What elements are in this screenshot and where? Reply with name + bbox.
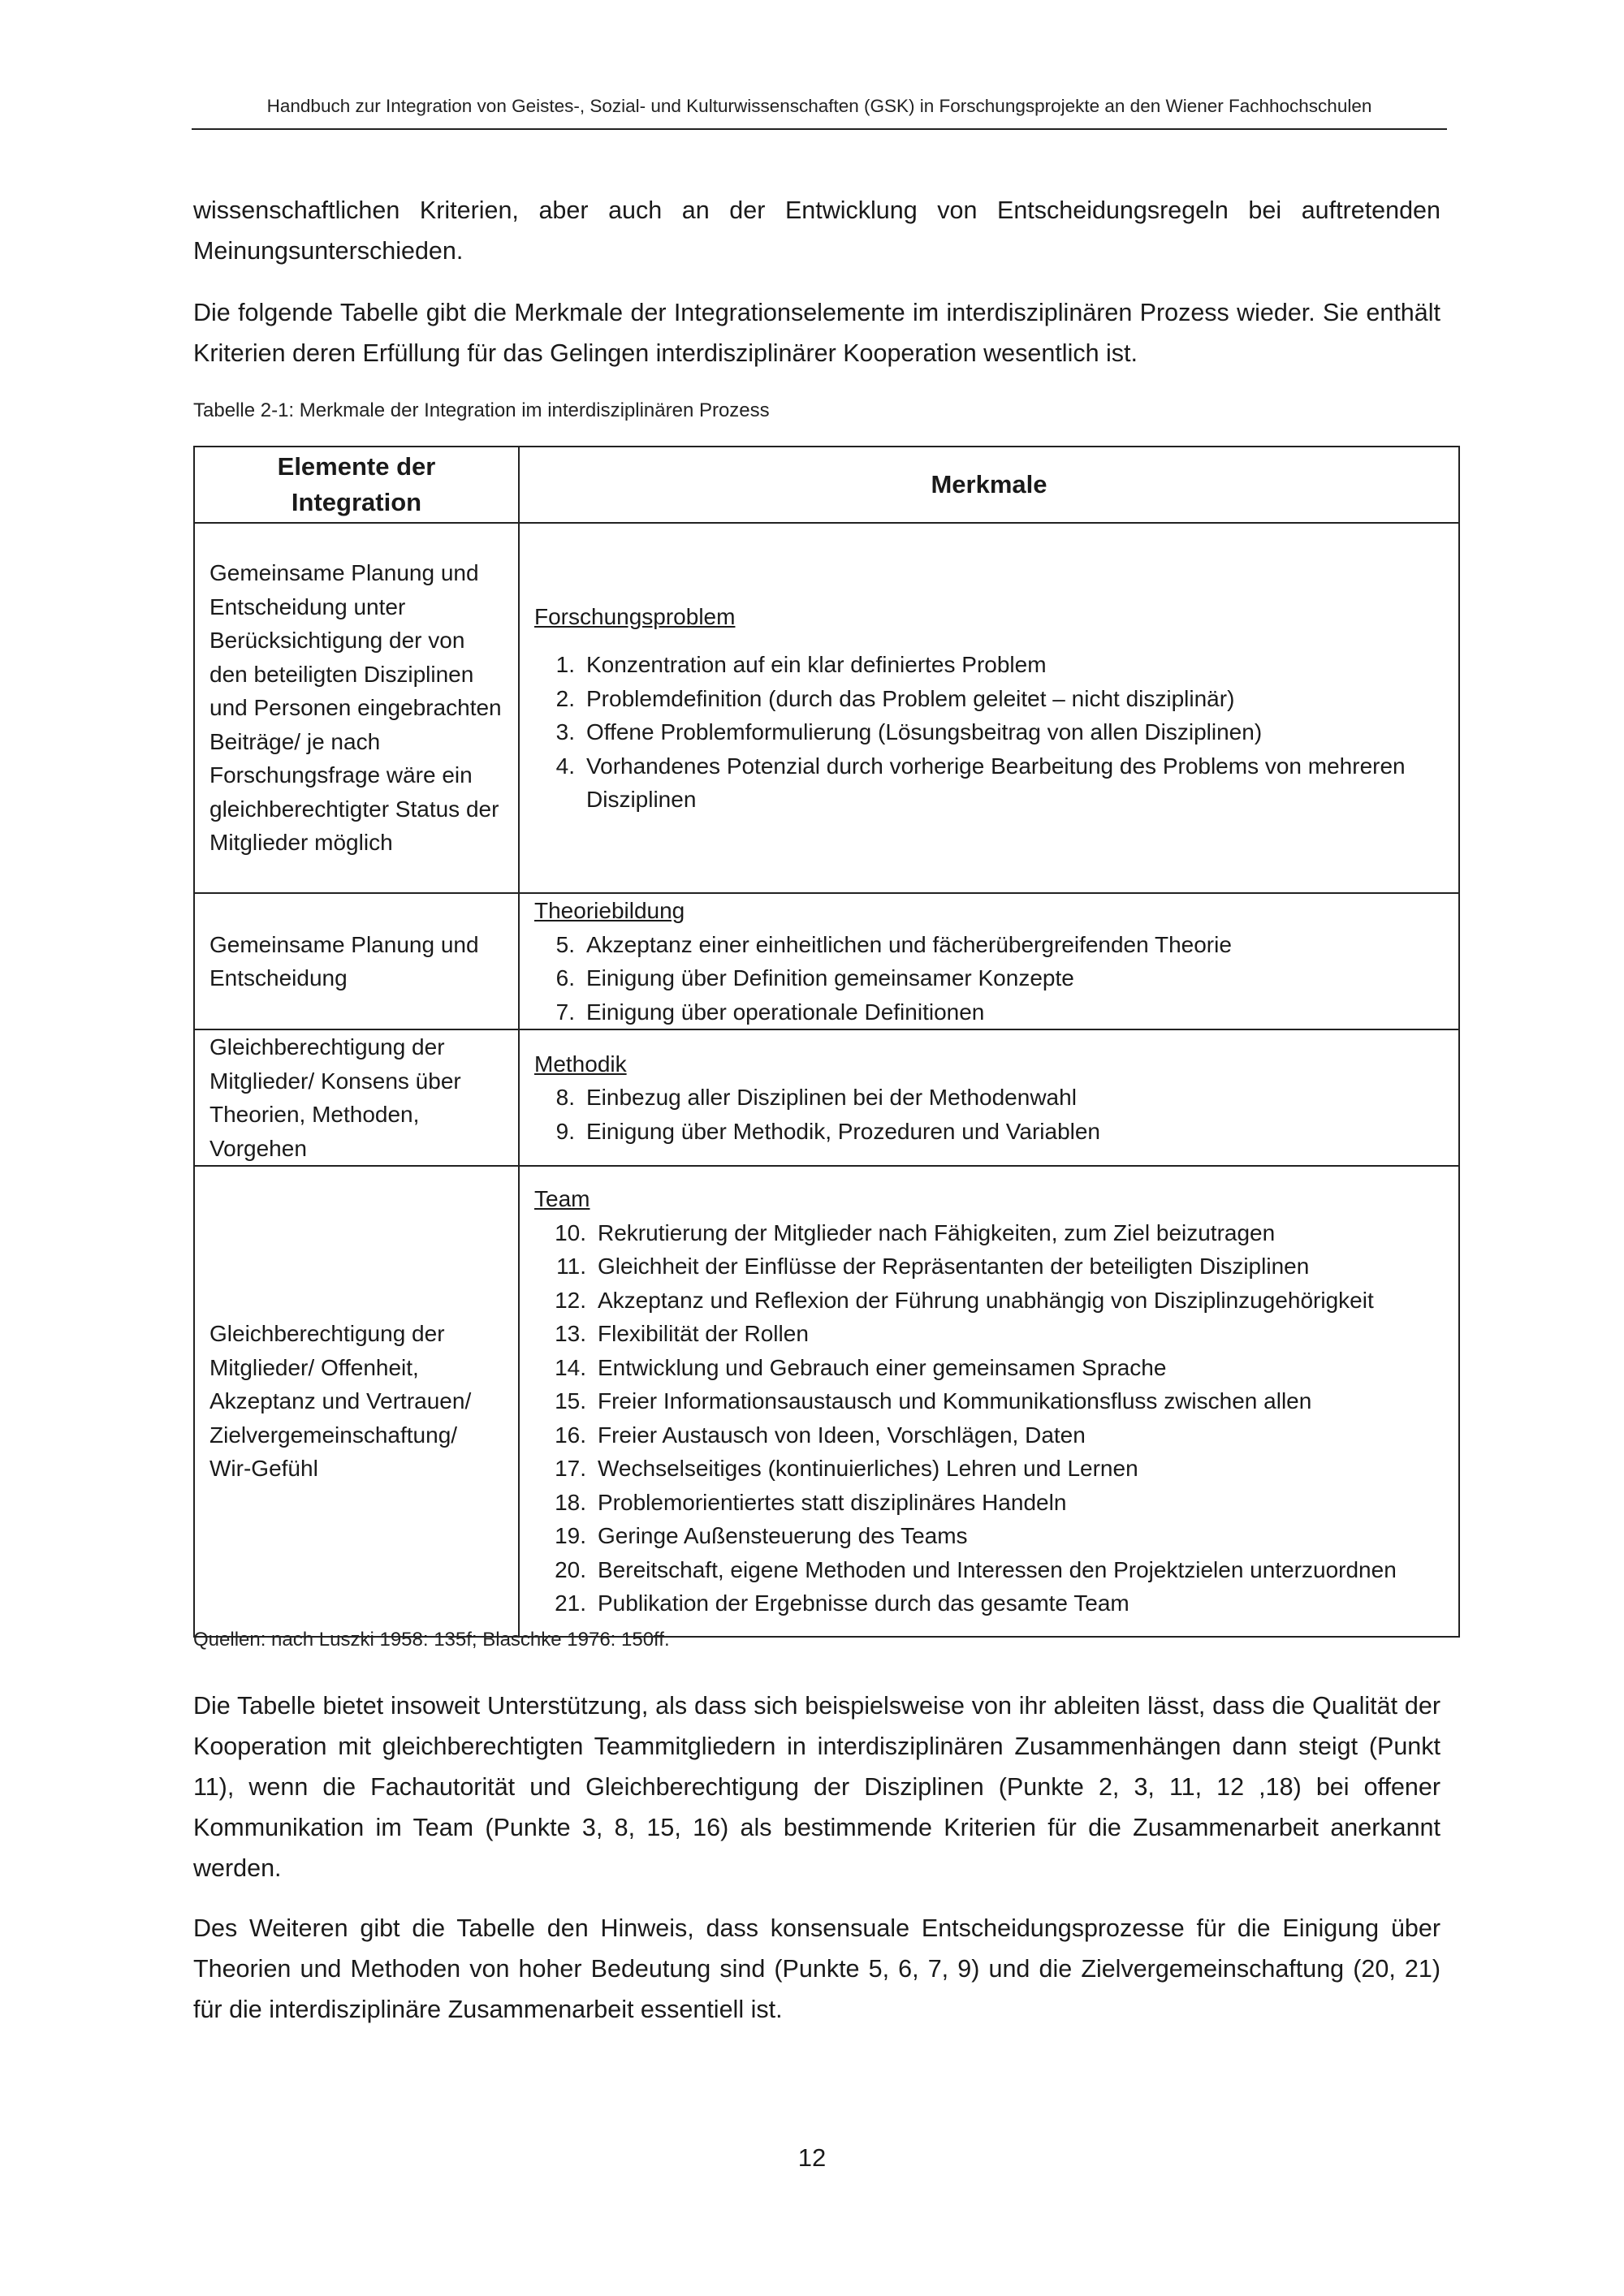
item-number: 6. xyxy=(555,965,575,990)
item-text: Offene Problemformulierung (Lösungsbeitrag von allen Disziplinen) xyxy=(586,719,1263,744)
list-item xyxy=(534,1418,1444,1452)
item-number: 19. xyxy=(555,1523,586,1549)
item-number: 9. xyxy=(555,1118,575,1144)
section-title: Forschungsproblem xyxy=(534,603,736,629)
item-number: 17. xyxy=(555,1456,586,1482)
list-item xyxy=(534,995,1444,1029)
item-number: 16. xyxy=(555,1422,586,1448)
section-title: Theoriebildung xyxy=(534,898,685,923)
item-number: 10. xyxy=(555,1219,586,1245)
item-text: Einbezug aller Disziplinen bei der Methodenwahl xyxy=(586,1085,1077,1111)
list-item xyxy=(534,1249,1444,1284)
list-item xyxy=(534,648,1444,682)
section-title: Methodik xyxy=(534,1051,627,1077)
item-number: 4. xyxy=(555,753,575,779)
item-number: 1. xyxy=(555,652,575,677)
item-text: Publikation der Ergebnisse durch das gesamte Team xyxy=(598,1590,1129,1616)
integration-table xyxy=(193,446,1460,1638)
item-number: 7. xyxy=(555,999,575,1025)
page-number: 12 xyxy=(797,2143,827,2172)
item-number: 3. xyxy=(555,719,575,744)
item-text: Einigung über Definition gemeinsamer Konzepte xyxy=(586,965,1074,990)
item-number: 21. xyxy=(555,1590,586,1616)
criteria-list xyxy=(534,928,1444,1029)
list-item xyxy=(534,1486,1444,1520)
item-text: Freier Informationsaustausch und Kommunikationsfluss zwischen allen xyxy=(598,1388,1312,1414)
item-text: Vorhandenes Potenzial durch vorherige Bearbeitung des Problems von mehreren Disziplinen xyxy=(586,753,1406,812)
section-title: Team xyxy=(534,1186,590,1212)
table-lead-paragraph: Die folgende Tabelle gibt die Merkmale der Integrationselemente im interdisziplinären Prozess wieder. Sie enthält Kriterien deren Erfüllung für das Gelingen interdisziplinärer Kooperation wesentlich ist. xyxy=(193,299,1440,367)
element-cell: Gemeinsame Planung und Entscheidung unter Berücksichtigung der von den beteiligten Disziplinen und Personen eingebrachten Beiträge/ je nach Forschungsfrage wäre ein gleichberechtigter Status der Mitglieder möglich xyxy=(194,523,519,893)
column-header-elements: Elemente der Integration xyxy=(194,447,519,523)
item-text: Geringe Außensteuerung des Teams xyxy=(598,1523,968,1549)
intro-paragraph: wissenschaftlichen Kriterien, aber auch an der Entwicklung von Entscheidungsregeln bei auftretenden Meinungsunterschieden. xyxy=(193,196,1440,265)
table-row xyxy=(194,1029,1459,1166)
criteria-list xyxy=(534,1216,1444,1621)
item-text: Problemdefinition (durch das Problem geleitet – nicht disziplinär) xyxy=(586,685,1235,711)
item-text: Akzeptanz und Reflexion der Führung unabhängig von Disziplinzugehörigkeit xyxy=(598,1287,1374,1313)
features-cell xyxy=(519,1029,1459,1166)
running-header: Handbuch zur Integration von Geistes-, Sozial- und Kulturwissenschaften (GSK) in Forschungsprojekte an den Wiener Fachhochschulen xyxy=(192,96,1447,130)
item-text: Rekrutierung der Mitglieder nach Fähigkeiten, zum Ziel beizutragen xyxy=(598,1219,1276,1245)
table-row xyxy=(194,893,1459,1029)
after-table-paragraph-2: Des Weiteren gibt die Tabelle den Hinweis, dass konsensuale Entscheidungsprozesse für die Einigung über Theorien und Methoden von hoher Bedeutung sind (Punkte 5, 6, 7, 9) und die Zielvergemeinschaftung (20, 21) für die interdisziplinäre Zusammenarbeit essentiell ist. xyxy=(193,1914,1440,2023)
after-table-paragraph-1: Die Tabelle bietet insoweit Unterstützung, als dass sich beispielsweise von ihr ableiten lässt, dass die Qualität der Kooperation mit gleichberechtigten Teammitgliedern in interdisziplinären Zusammenhängen dann steigt (Punkt 11), wenn die Fachautorität und Gleichberechtigung der Disziplinen (Punkte 2, 3, 11, 12 ,18) bei offener Kommunikation im Team (Punkte 3, 8, 15, 16) als bestimmende Kriterien für die Zusammenarbeit anerkannt werden. xyxy=(193,1692,1440,1882)
list-item xyxy=(534,1586,1444,1621)
features-cell xyxy=(519,1166,1459,1637)
list-item xyxy=(534,1351,1444,1385)
table-sources: Quellen: nach Luszki 1958: 135f; Blaschke 1976: 150ff. xyxy=(193,1629,670,1651)
list-item xyxy=(534,749,1444,817)
item-number: 20. xyxy=(555,1556,586,1582)
item-text: Einigung über operationale Definitionen xyxy=(586,999,985,1025)
item-text: Flexibilität der Rollen xyxy=(598,1321,809,1347)
list-item xyxy=(534,1284,1444,1318)
item-text: Einigung über Methodik, Prozeduren und Variablen xyxy=(586,1118,1101,1144)
element-cell: Gleichberechtigung der Mitglieder/ Offenheit, Akzeptanz und Vertrauen/ Zielvergemeinschaftung/ Wir-Gefühl xyxy=(194,1166,519,1637)
table-header-row xyxy=(194,447,1459,523)
column-header-features: Merkmale xyxy=(519,447,1459,523)
item-number: 12. xyxy=(555,1287,586,1313)
item-number: 14. xyxy=(555,1354,586,1380)
item-text: Problemorientiertes statt disziplinäres Handeln xyxy=(598,1489,1067,1515)
list-item xyxy=(534,1452,1444,1486)
list-item xyxy=(534,961,1444,995)
list-item xyxy=(534,1115,1444,1149)
list-item xyxy=(534,928,1444,962)
features-cell xyxy=(519,523,1459,893)
list-item xyxy=(534,682,1444,716)
item-number: 5. xyxy=(555,931,575,957)
item-number: 11. xyxy=(556,1254,586,1280)
criteria-list xyxy=(534,1081,1444,1148)
item-text: Entwicklung und Gebrauch einer gemeinsamen Sprache xyxy=(598,1354,1167,1380)
list-item xyxy=(534,1317,1444,1351)
element-cell: Gemeinsame Planung und Entscheidung xyxy=(194,893,519,1029)
item-number: 18. xyxy=(555,1489,586,1515)
item-text: Wechselseitiges (kontinuierliches) Lehren und Lernen xyxy=(598,1456,1138,1482)
item-number: 8. xyxy=(555,1085,575,1111)
list-item xyxy=(534,715,1444,749)
list-item xyxy=(534,1216,1444,1250)
item-number: 13. xyxy=(555,1321,586,1347)
item-text: Bereitschaft, eigene Methoden und Interessen den Projektzielen unterzuordnen xyxy=(598,1556,1397,1582)
item-text: Konzentration auf ein klar definiertes Problem xyxy=(586,652,1047,677)
table-caption: Tabelle 2-1: Merkmale der Integration im interdisziplinären Prozess xyxy=(193,399,770,421)
features-cell xyxy=(519,893,1459,1029)
item-number: 15. xyxy=(555,1388,586,1414)
table-row xyxy=(194,523,1459,893)
list-item xyxy=(534,1081,1444,1115)
list-item xyxy=(534,1553,1444,1587)
item-text: Gleichheit der Einflüsse der Repräsentanten der beteiligten Disziplinen xyxy=(598,1254,1310,1280)
item-text: Akzeptanz einer einheitlichen und fächerübergreifenden Theorie xyxy=(586,931,1232,957)
list-item xyxy=(534,1519,1444,1553)
element-cell: Gleichberechtigung der Mitglieder/ Konsens über Theorien, Methoden, Vorgehen xyxy=(194,1029,519,1166)
table-row xyxy=(194,1166,1459,1637)
item-text: Freier Austausch von Ideen, Vorschlägen, Daten xyxy=(598,1422,1086,1448)
list-item xyxy=(534,1384,1444,1418)
item-number: 2. xyxy=(555,685,575,711)
criteria-list xyxy=(534,648,1444,817)
